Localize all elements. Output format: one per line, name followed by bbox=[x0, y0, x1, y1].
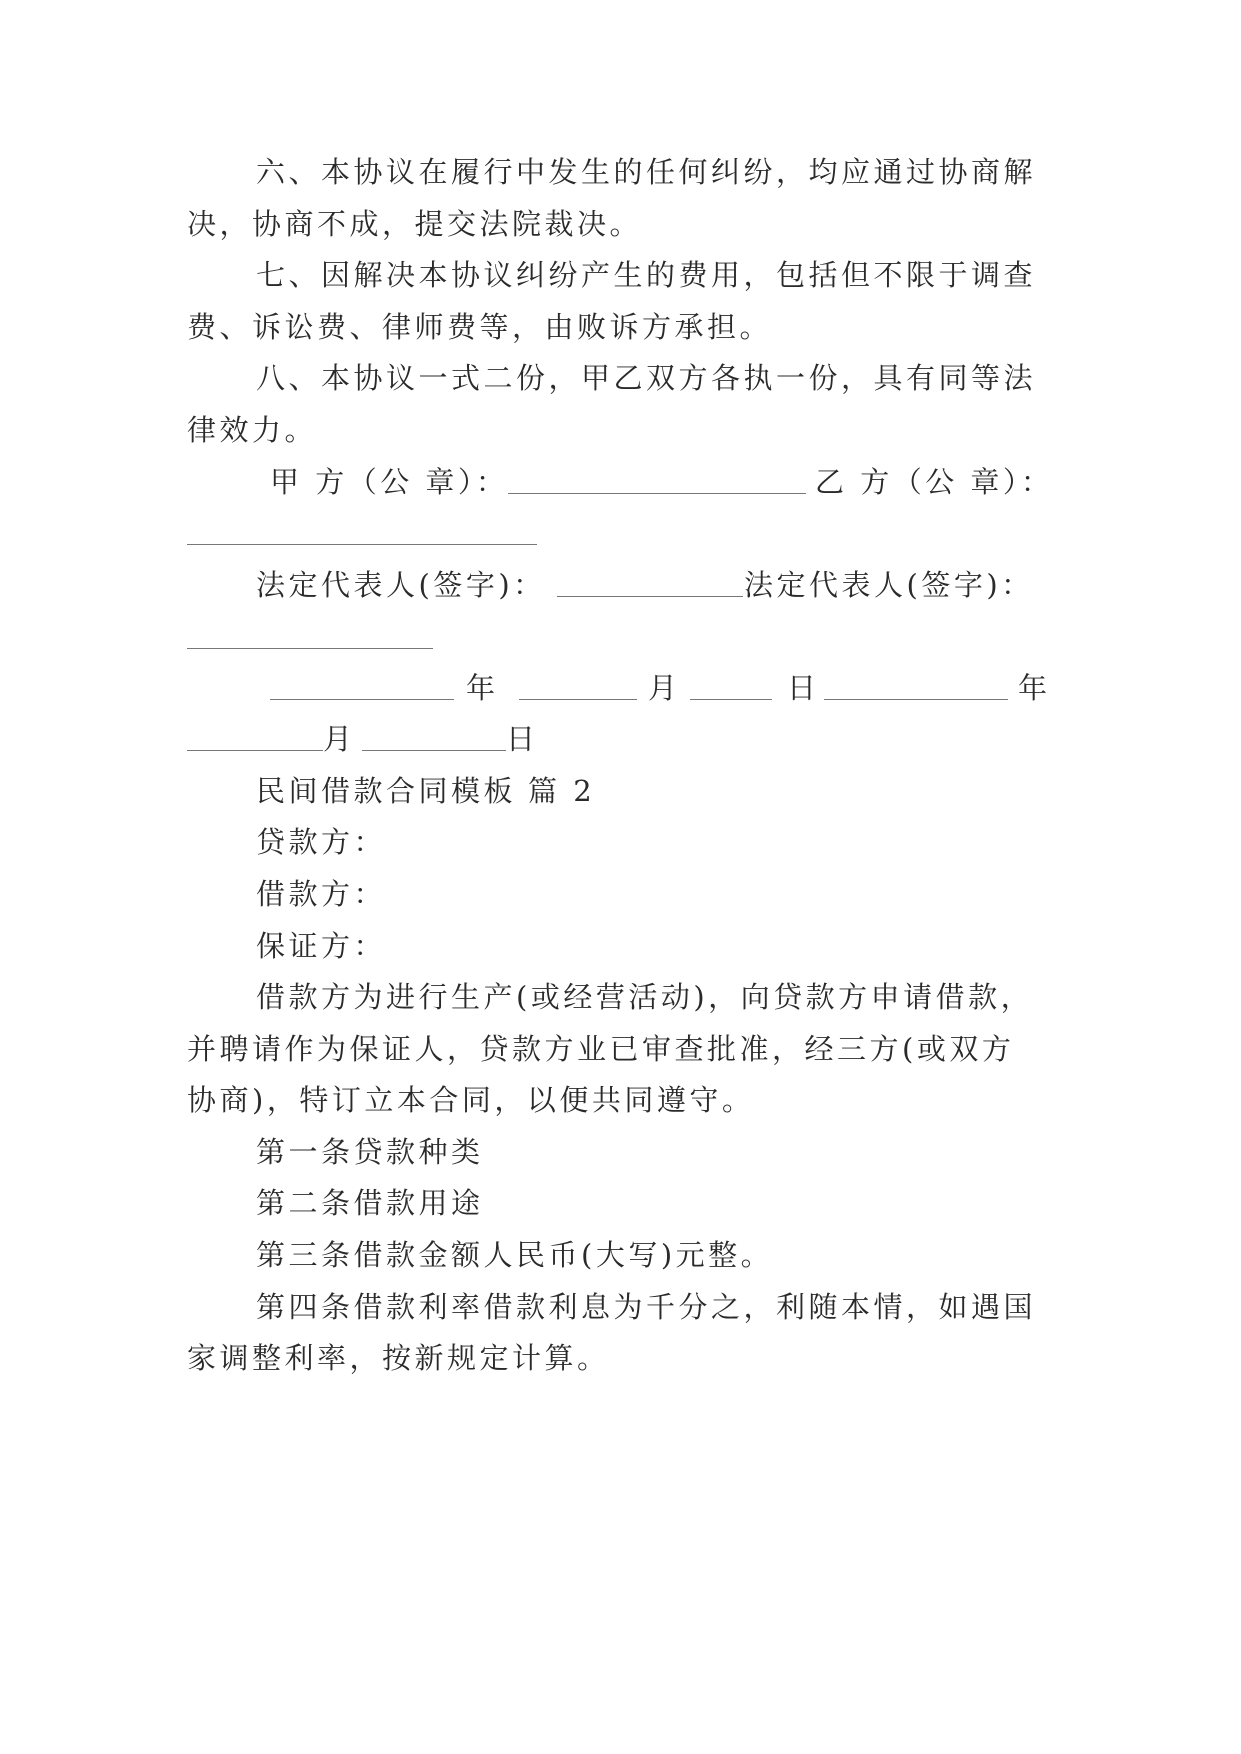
lender-label: 贷款方： bbox=[256, 825, 387, 859]
borrower-label: 借款方： bbox=[256, 877, 387, 911]
legal-rep-b-blank bbox=[187, 648, 433, 649]
party-a-seal-blank bbox=[508, 493, 806, 494]
legal-rep-a-blank bbox=[557, 596, 743, 597]
date-a-month-blank bbox=[519, 699, 637, 700]
date-b-year-blank bbox=[824, 699, 1008, 700]
date-b-month-label: 月 bbox=[323, 722, 356, 756]
section-title-text: 民间借款合同模板 bbox=[256, 774, 517, 808]
date-a-day-label: 日 bbox=[787, 671, 820, 705]
clause-8-line-2: 律效力。 bbox=[187, 413, 318, 447]
article-3: 第三条借款金额人民币(大写)元整。 bbox=[256, 1238, 774, 1272]
date-b-month-blank bbox=[187, 750, 323, 751]
intro-line-2: 并聘请作为保证人，贷款方业已审查批准，经三方(或双方 bbox=[187, 1032, 1015, 1066]
clause-6-line-2: 决，协商不成，提交法院裁决。 bbox=[187, 207, 643, 241]
article-4-line-1: 第四条借款利率借款利息为千分之，利随本情，如遇国 bbox=[256, 1290, 1037, 1324]
section-number: 篇 2 bbox=[528, 774, 596, 808]
article-2: 第二条借款用途 bbox=[256, 1186, 484, 1220]
legal-rep-a-label: 法定代表人(签字)： bbox=[256, 568, 546, 602]
intro-line-3: 协商)，特订立本合同，以便共同遵守。 bbox=[187, 1083, 755, 1117]
section-title bbox=[256, 771, 595, 811]
date-b-day-label: 日 bbox=[506, 722, 539, 756]
guarantor-label: 保证方： bbox=[256, 929, 387, 963]
legal-rep-b-label: 法定代表人(签字)： bbox=[744, 568, 1034, 602]
clause-6-line-1: 六、本协议在履行中发生的任何纠纷，均应通过协商解 bbox=[256, 155, 1037, 189]
date-b-day-blank bbox=[362, 750, 506, 751]
clause-8-line-1: 八、本协议一式二份，甲乙双方各执一份，具有同等法 bbox=[256, 361, 1037, 395]
date-b-year-label: 年 bbox=[1018, 671, 1051, 705]
clause-7-line-1: 七、因解决本协议纠纷产生的费用，包括但不限于调查 bbox=[256, 258, 1037, 292]
party-b-seal-blank bbox=[187, 544, 537, 545]
article-4-line-2: 家调整利率，按新规定计算。 bbox=[187, 1341, 610, 1375]
article-1: 第一条贷款种类 bbox=[256, 1135, 484, 1169]
date-a-year-label: 年 bbox=[466, 671, 499, 705]
date-a-month-label: 月 bbox=[648, 671, 681, 705]
party-b-seal-label: 乙 方（公 章）： bbox=[815, 465, 1054, 499]
clause-7-line-2: 费、诉讼费、律师费等，由败诉方承担。 bbox=[187, 310, 773, 344]
date-a-day-blank bbox=[690, 699, 772, 700]
intro-line-1: 借款方为进行生产(或经营活动)，向贷款方申请借款， bbox=[256, 980, 1034, 1014]
date-a-year-blank bbox=[270, 699, 454, 700]
party-a-seal-label: 甲 方（公 章）： bbox=[270, 465, 509, 499]
